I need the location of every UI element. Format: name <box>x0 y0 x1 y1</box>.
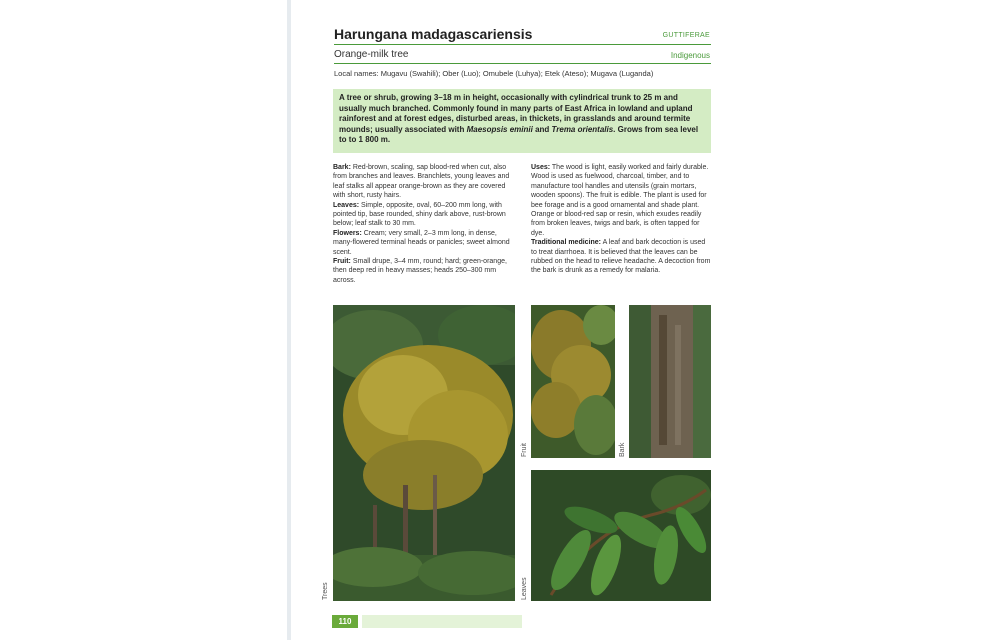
bark-label: Bark: <box>333 164 351 171</box>
fruit-paragraph <box>333 257 513 285</box>
leaves-label: Leaves: <box>333 201 360 209</box>
leaves-photo <box>531 470 711 601</box>
common-name-rule <box>334 63 711 64</box>
caption-leaves: Leaves <box>521 577 528 600</box>
description-box <box>333 89 711 153</box>
title-rule <box>334 44 711 45</box>
species-name-1: Maesopsis eminii <box>466 124 533 134</box>
bark-paragraph <box>333 163 513 201</box>
description-text-2: . Grows from sea level to to 1 800 m. <box>339 124 699 144</box>
medicine-label: Traditional medicine: <box>531 239 602 247</box>
trees-photo <box>333 305 515 601</box>
leaves-text: Simple, opposite, oval, 60–200 mm long, with pointed tip, base rounded, shiny dark above, rust-brown below; leaf stalk to 30 mm. <box>333 201 506 228</box>
fruit-label: Fruit: <box>333 258 351 266</box>
fruit-photo <box>531 305 615 458</box>
right-column <box>531 163 711 276</box>
flowers-label: Flowers: <box>333 229 362 237</box>
flowers-text: Cream; very small, 2–3 mm long, in dense, many-flowered terminal heads or panicles; sweet almond scent. <box>333 229 510 256</box>
status-label: Indigenous <box>670 51 710 60</box>
family-label: GUTTIFERAE <box>662 32 710 39</box>
species-title: Harungana madagascariensis <box>334 26 533 42</box>
uses-label: Uses: <box>531 164 551 171</box>
caption-bark: Bark <box>619 442 626 457</box>
description-text-1: A tree or shrub, growing 3–18 m in height, occasionally with cylindrical trunk to 25 m and usually much branched. Commonly found in many parts of East Africa in lowland and upland rainforest and at forest edges, disturbed areas, in thickets, in grasslands and around termite mounds; usually associated with <box>339 93 693 134</box>
species-name-2: Trema orientalis <box>551 124 614 134</box>
footer-bar <box>362 615 522 628</box>
medicine-paragraph <box>531 238 711 276</box>
description-and: and <box>532 124 552 134</box>
page-number: 110 <box>332 615 358 628</box>
uses-text: The wood is light, easily worked and fairly durable. Wood is used as fuelwood, charcoal, timber, and to manufacture tool handles and utensils (grain mortars, wooden spoons). The fruit is edible. The plant is used for bee forage and is a good ornamental and shade plant. Orange or blood-red sap or resin, which exudes readily from broken leaves, twigs and bark, is often tapped for dye. <box>531 164 709 237</box>
bark-photo <box>629 305 711 458</box>
common-name: Orange-milk tree <box>334 49 409 60</box>
leaves-paragraph <box>333 201 513 229</box>
medicine-text: A leaf and bark decoction is used to treat diarrhoea. It is believed that the leaves can be rubbed on the head to relieve headache. A decoction from the bark is drunk as a remedy for malaria. <box>531 239 711 275</box>
bark-text: Red-brown, scaling, sap blood-red when cut, also from branches and leaves. Branchlets, young leaves and leaf stalks all appear orange-brown as they are covered with short, rusty hairs. <box>333 164 510 200</box>
flowers-paragraph <box>333 229 513 257</box>
caption-fruit: Fruit <box>521 443 528 457</box>
left-column <box>333 163 513 285</box>
local-names: Local names: Mugavu (Swahili); Ober (Luo); Omubele (Luhya); Etek (Ateso); Mugava (Luganda) <box>334 69 654 78</box>
fruit-text: Small drupe, 3–4 mm, round; hard; green-orange, then deep red in heavy masses; heads 250–300 mm across. <box>333 258 507 284</box>
uses-paragraph <box>531 163 711 238</box>
caption-trees: Trees <box>322 582 329 600</box>
